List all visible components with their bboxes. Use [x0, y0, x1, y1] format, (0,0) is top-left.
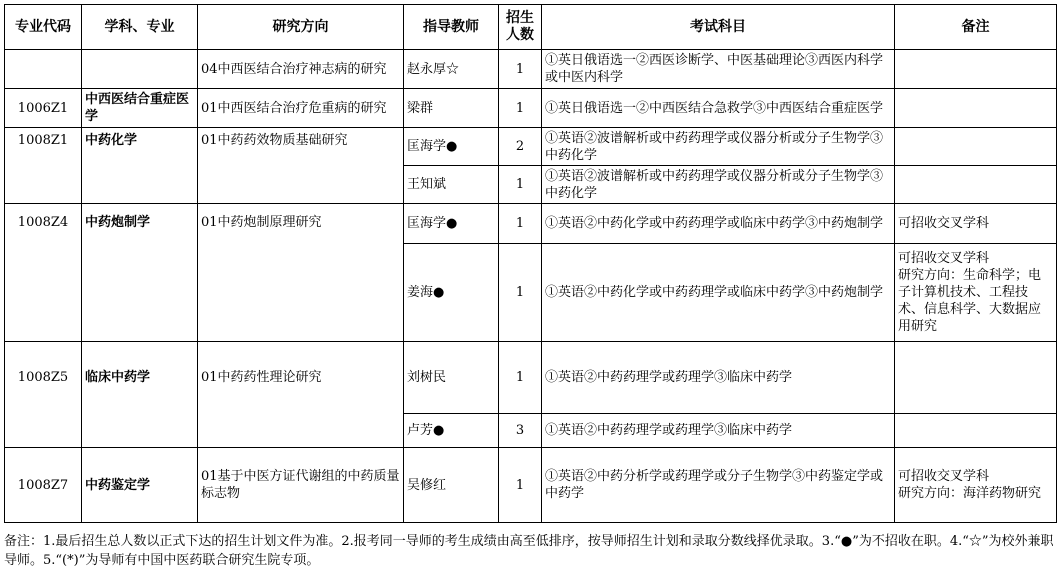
teacher-cell: 匡海学●: [404, 204, 499, 244]
code-cell: 1008Z1: [5, 128, 82, 204]
table-row: [5, 204, 1057, 244]
remark-cell: 可招收交叉学科 研究方向：生命科学；电子计算机技术、工程技术、信息科学、大数据应用研究: [895, 244, 1057, 342]
remark-cell: [895, 342, 1057, 414]
subjects-cell: ①英语②波谱解析或中药药理学或仪器分析或分子生物学③中药化学: [542, 128, 895, 166]
code-cell: 1006Z1: [5, 89, 82, 128]
enrollment-table: [4, 4, 1057, 523]
direction-cell: 01基于中医方证代谢组的中药质量标志物: [198, 448, 404, 523]
header-subjects: 考试科目: [542, 5, 895, 50]
count-cell: 1: [499, 50, 542, 89]
table-row: [5, 50, 1057, 89]
count-cell: 1: [499, 204, 542, 244]
count-cell: 1: [499, 166, 542, 204]
code-cell: 1008Z4: [5, 204, 82, 342]
direction-cell: 01中药药效物质基础研究: [198, 128, 404, 204]
direction-cell: 01中药药性理论研究: [198, 342, 404, 448]
major-cell: [82, 50, 198, 89]
count-cell: 2: [499, 128, 542, 166]
code-cell: 1008Z7: [5, 448, 82, 523]
remark-cell: [895, 414, 1057, 448]
major-cell: 中药炮制学: [82, 204, 198, 342]
code-cell: [5, 50, 82, 89]
remark-cell: [895, 50, 1057, 89]
remark-cell: 可招收交叉学科: [895, 204, 1057, 244]
teacher-cell: 梁群: [404, 89, 499, 128]
footnote: 备注：1.最后招生总人数以正式下达的招生计划文件为准。2.报考同一导师的考生成绩由高至低排序，按导师招生计划和录取分数线择优录取。3.“●”为不招收在职。4.“☆”为校外兼职导师。5.“(*)”为导师有中国中医药联合研究生院专项。: [4, 534, 1054, 568]
subjects-cell: ①英语②中药药理学或药理学③临床中药学: [542, 342, 895, 414]
count-cell: 1: [499, 244, 542, 342]
header-remark: 备注: [895, 5, 1057, 50]
table-row: [5, 342, 1057, 414]
subjects-cell: ①英语②波谱解析或中药药理学或仪器分析或分子生物学③中药化学: [542, 166, 895, 204]
header-count: 招生人数: [499, 5, 542, 50]
major-cell: 中药鉴定学: [82, 448, 198, 523]
count-cell: 1: [499, 89, 542, 128]
direction-cell: 01中药炮制原理研究: [198, 204, 404, 342]
table-row: [5, 128, 1057, 166]
header-row: [5, 5, 1057, 50]
header-teacher: 指导教师: [404, 5, 499, 50]
count-cell: 1: [499, 448, 542, 523]
major-cell: 临床中药学: [82, 342, 198, 448]
header-code: 专业代码: [5, 5, 82, 50]
remark-cell: [895, 128, 1057, 166]
remark-cell: 可招收交叉学科 研究方向：海洋药物研究: [895, 448, 1057, 523]
remark-cell: [895, 89, 1057, 128]
teacher-cell: 赵永厚☆: [404, 50, 499, 89]
header-direction: 研究方向: [198, 5, 404, 50]
direction-cell: 04中西医结合治疗神志病的研究: [198, 50, 404, 89]
teacher-cell: 卢芳●: [404, 414, 499, 448]
teacher-cell: 吴修红: [404, 448, 499, 523]
subjects-cell: ①英日俄语选一②中西医结合急救学③中西医结合重症医学: [542, 89, 895, 128]
remark-cell: [895, 166, 1057, 204]
header-major: 学科、专业: [82, 5, 198, 50]
table-row: [5, 448, 1057, 523]
major-cell: 中西医结合重症医学: [82, 89, 198, 128]
direction-cell: 01中西医结合治疗危重病的研究: [198, 89, 404, 128]
teacher-cell: 刘树民: [404, 342, 499, 414]
teacher-cell: 王知斌: [404, 166, 499, 204]
table-row: [5, 89, 1057, 128]
count-cell: 3: [499, 414, 542, 448]
major-cell: 中药化学: [82, 128, 198, 204]
teacher-cell: 匡海学●: [404, 128, 499, 166]
subjects-cell: ①英语②中药分析学或药理学或分子生物学③中药鉴定学或中药学: [542, 448, 895, 523]
code-cell: 1008Z5: [5, 342, 82, 448]
count-cell: 1: [499, 342, 542, 414]
teacher-cell: 姜海●: [404, 244, 499, 342]
subjects-cell: ①英日俄语选一②西医诊断学、中医基础理论③西医内科学或中医内科学: [542, 50, 895, 89]
subjects-cell: ①英语②中药药理学或药理学③临床中药学: [542, 414, 895, 448]
subjects-cell: ①英语②中药化学或中药药理学或临床中药学③中药炮制学: [542, 244, 895, 342]
subjects-cell: ①英语②中药化学或中药药理学或临床中药学③中药炮制学: [542, 204, 895, 244]
